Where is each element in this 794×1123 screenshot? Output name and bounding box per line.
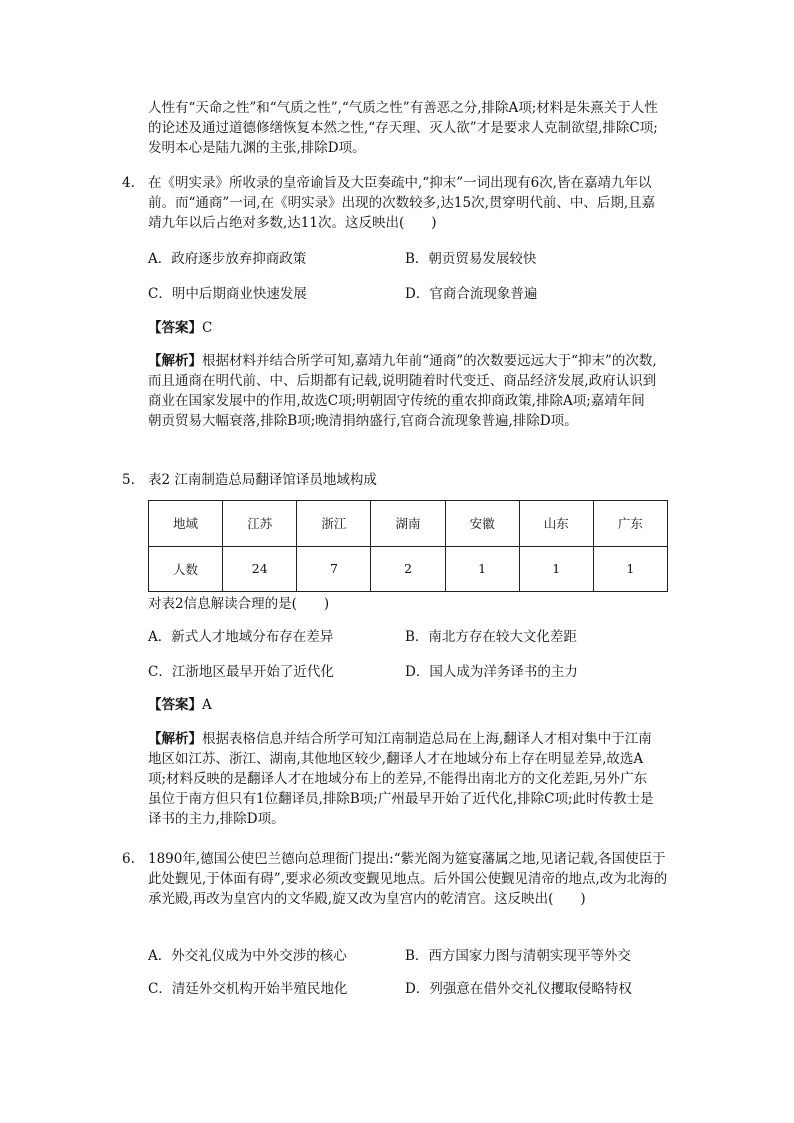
q4-option-a: A．政府逐步放弃抑商政策 bbox=[148, 251, 307, 267]
table-cell: 湖南 bbox=[371, 501, 445, 547]
q6-option-b: B．西方国家力图与清朝实现平等外交 bbox=[405, 948, 631, 964]
q4-analysis-text: 根据材料并结合所学可知,嘉靖九年前“通商”的次数要远远大于“抑末”的次数,而且通商在明代前、中、后期都有记载,说明随着时代变迁、商品经济发展,政府认识到商业在国家发展中的作用,故选C项;明朝固守传统的重农抑商政策,排除A项;嘉靖年间朝贡贸易大幅衰落,排除B项;晚清捐纳盛行,官商合流现象普遍,排除D项。 bbox=[148, 353, 657, 429]
table-cell: 江苏 bbox=[223, 501, 297, 547]
q6-stem: 1890年,德国公使巴兰德向总理衙门提出:“紫光阁为筵宴藩属之地,见诸记载,各国使臣于此处觐见,于体面有碍”,要求必须改变觐见地点。后外国公使觐见清帝的地点,改为北海的承光殿,再改为皇宫内的文华殿,旋又改为皇宫内的乾清宫。这反映出( ) bbox=[148, 851, 668, 907]
q4-answer bbox=[148, 318, 212, 338]
table-cell: 山东 bbox=[519, 501, 593, 547]
q5-analysis-text: 根据表格信息并结合所学可知江南制造总局在上海,翻译人才相对集中于江南地区如江苏、浙江、湖南,其他地区较少,翻译人才在地域分布上存在明显差异,故选A项;材料反映的是翻译人才在地域分布上的差异,不能得出南北方的文化差距,另外广东虽位于南方但只有1位翻译员,排除B项;广州最早开始了近代化,排除C项;此时传教士是译书的主力,排除D项。 bbox=[148, 731, 654, 827]
q6-number: 6. bbox=[122, 851, 135, 867]
q5-option-c: C．江浙地区最早开始了近代化 bbox=[148, 664, 334, 680]
table-cell: 浙江 bbox=[297, 501, 371, 547]
table-row bbox=[149, 546, 668, 592]
q5-region-table bbox=[148, 500, 668, 592]
table-cell: 1 bbox=[519, 546, 593, 592]
table-cell: 广东 bbox=[593, 501, 667, 547]
table-cell: 1 bbox=[445, 546, 519, 592]
table-cell: 24 bbox=[223, 546, 297, 592]
q6-option-a: A．外交礼仪成为中外交涉的核心 bbox=[148, 948, 347, 964]
q5-analysis-label: 【解析】 bbox=[148, 731, 202, 747]
q5-analysis bbox=[148, 729, 658, 829]
q4-option-b: B．朝贡贸易发展较快 bbox=[405, 251, 537, 267]
q5-stem: 对表2信息解读合理的是( ) bbox=[148, 596, 330, 612]
q6-option-c: C．清廷外交机构开始半殖民地化 bbox=[148, 981, 348, 997]
q3-analysis-tail: 人性有“天命之性”和“气质之性”,“气质之性”有善恶之分,排除A项;材料是朱熹关于人性的论述及通过道德修缮恢复本然之性,“存天理、灭人欲”才是要求人克制欲望,排除C项;发明本心是陆九渊的主张,排除D项。 bbox=[148, 100, 658, 156]
q4-stem: 在《明实录》所收录的皇帝谕旨及大臣奏疏中,“抑末”一词出现有6次,皆在嘉靖九年以前。而“通商”一词,在《明实录》出现的次数较多,达15次,贯穿明代前、中、后期,且嘉靖九年以后占绝对多数,达11次。这反映出( ) bbox=[148, 175, 656, 231]
table-cell: 人数 bbox=[149, 546, 223, 592]
table-cell: 2 bbox=[371, 546, 445, 592]
q5-table-caption: 表2 江南制造总局翻译馆译员地域构成 bbox=[148, 472, 377, 488]
q4-analysis-label: 【解析】 bbox=[148, 353, 202, 369]
q5-answer-label: 【答案】 bbox=[148, 697, 202, 713]
q5-answer-value: A bbox=[202, 697, 212, 713]
table-header-row bbox=[149, 501, 668, 547]
q4-answer-value: C bbox=[202, 320, 213, 336]
q6-option-d: D．列强意在借外交礼仪攫取侵略特权 bbox=[405, 981, 632, 997]
q4-option-d: D．官商合流现象普遍 bbox=[405, 286, 538, 302]
table-cell: 地域 bbox=[149, 501, 223, 547]
q5-option-b: B．南北方存在较大文化差距 bbox=[405, 629, 577, 645]
q5-option-d: D．国人成为洋务译书的主力 bbox=[405, 664, 578, 680]
q5-answer bbox=[148, 695, 212, 715]
table-cell: 7 bbox=[297, 546, 371, 592]
table-cell: 1 bbox=[593, 546, 667, 592]
q5-option-a: A．新式人才地域分布存在差异 bbox=[148, 629, 334, 645]
q4-answer-label: 【答案】 bbox=[148, 320, 202, 336]
table-cell: 安徽 bbox=[445, 501, 519, 547]
q4-number: 4. bbox=[122, 175, 135, 191]
q4-option-c: C．明中后期商业快速发展 bbox=[148, 286, 307, 302]
q4-analysis bbox=[148, 351, 658, 431]
q5-number: 5. bbox=[122, 472, 135, 488]
